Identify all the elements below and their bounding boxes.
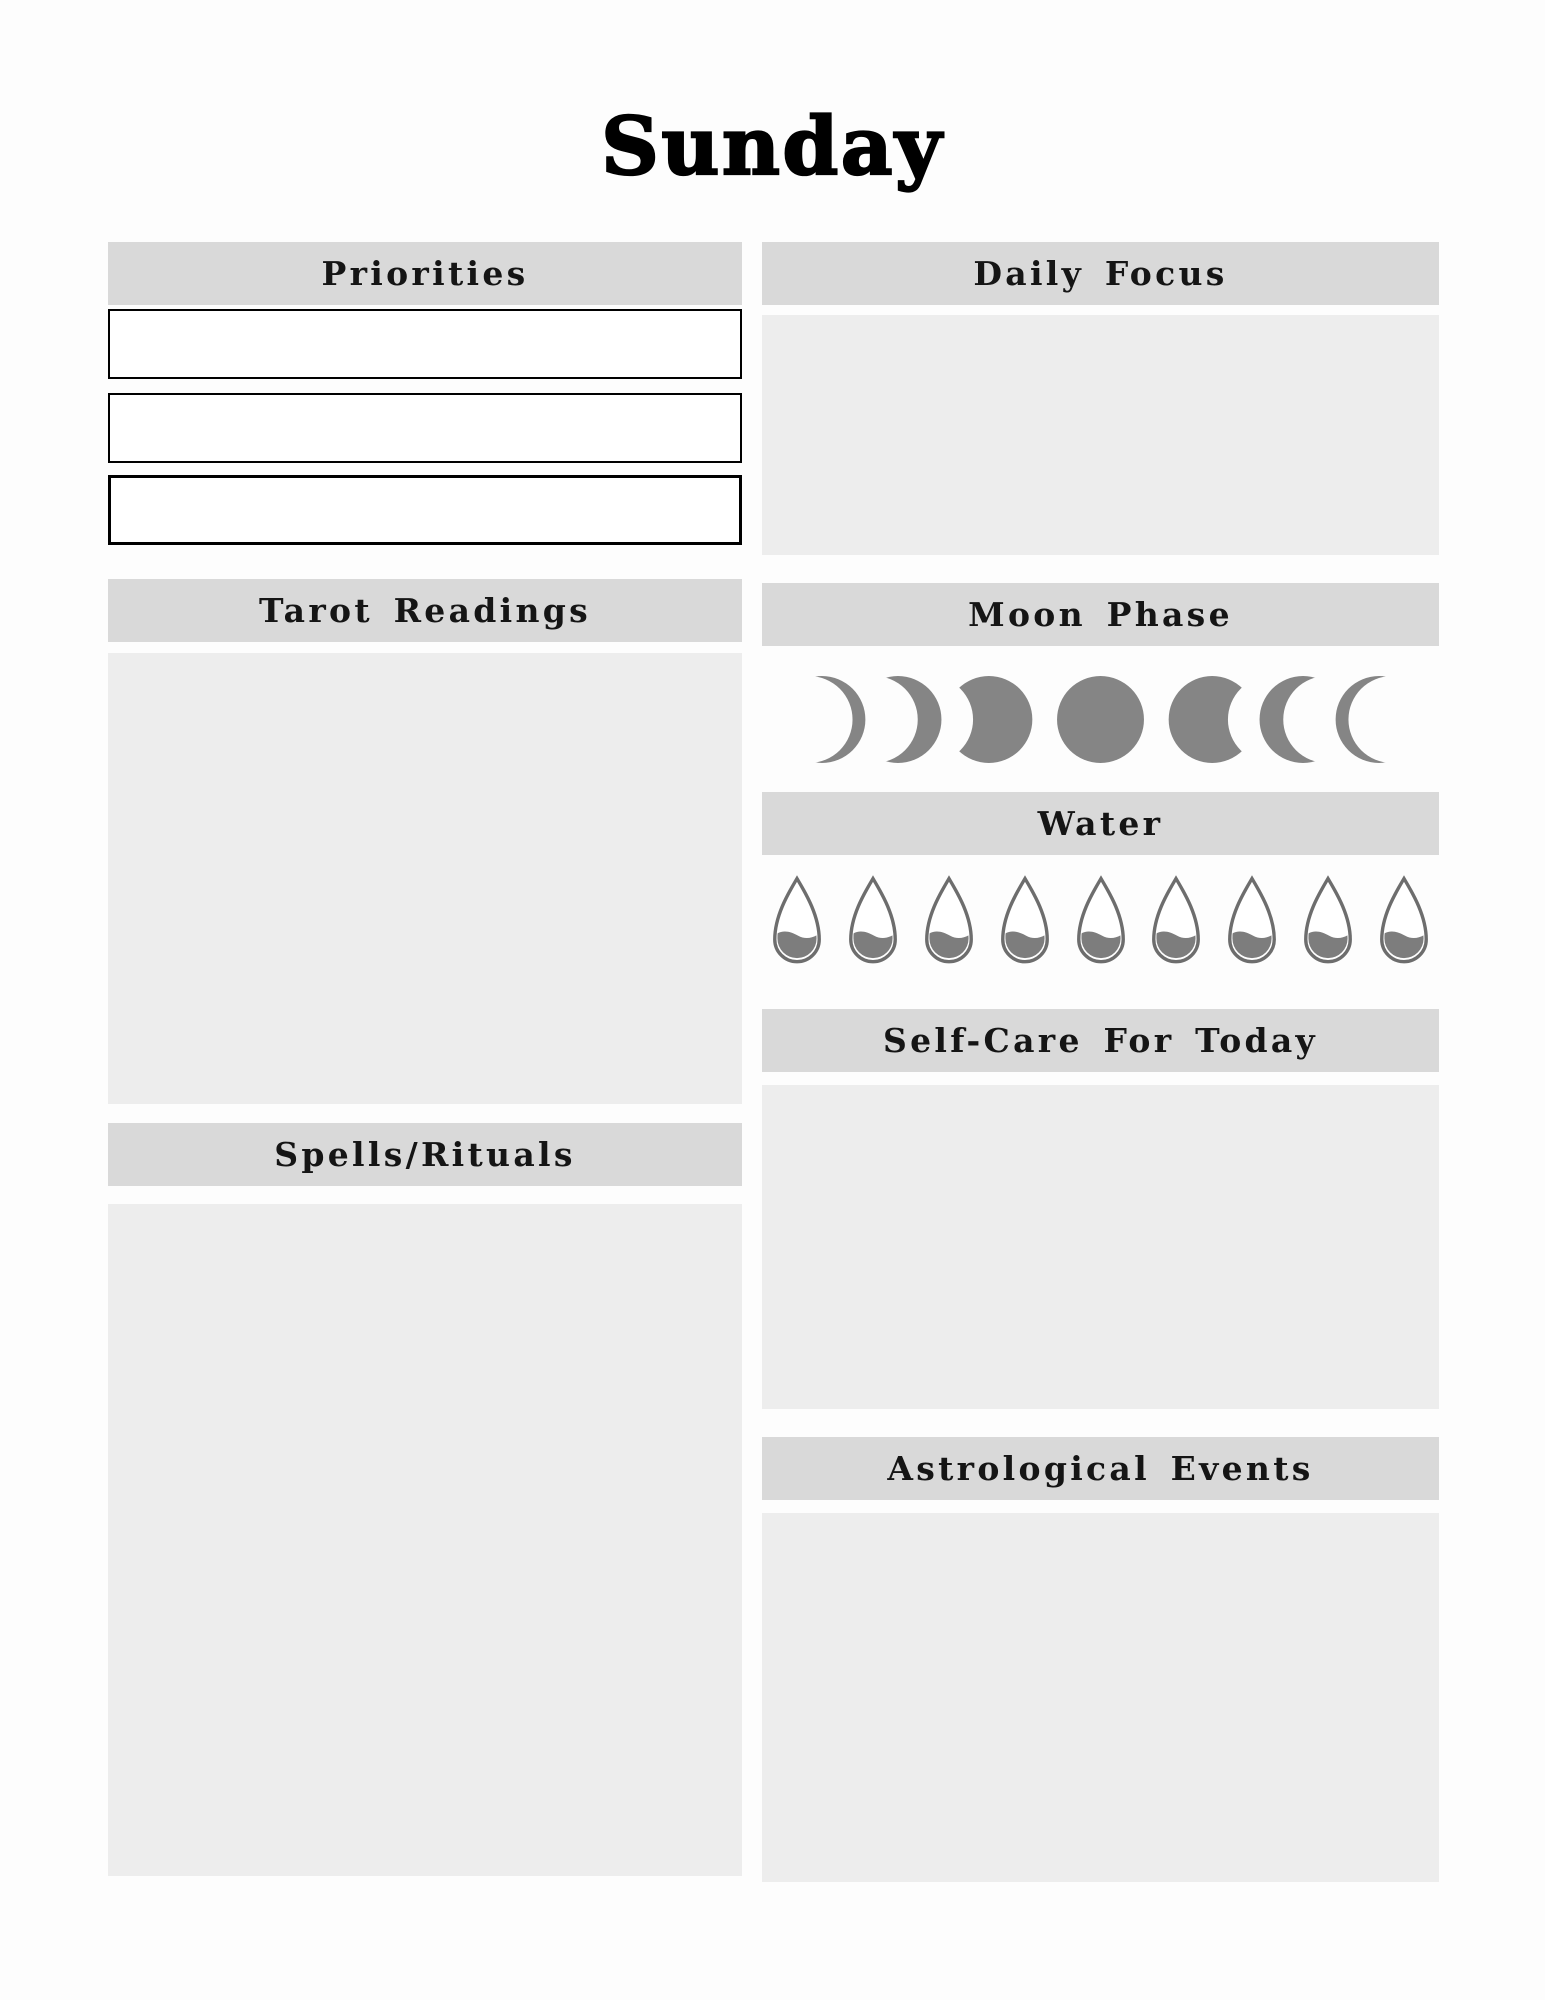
- astrological-events-header: [762, 1437, 1439, 1500]
- astrological-events-header-label: Astrological Events: [887, 1449, 1314, 1488]
- water-drop-icon[interactable]: [1223, 874, 1281, 974]
- water-header: [762, 792, 1439, 855]
- moon-waning-crescent-icon[interactable]: [1260, 676, 1347, 763]
- columns: [108, 242, 1439, 1882]
- water-drop-icon[interactable]: [1147, 874, 1205, 974]
- tarot-readings-header: [108, 579, 742, 642]
- spells-rituals-notes-area[interactable]: [108, 1204, 742, 1876]
- water-drop-icon[interactable]: [1299, 874, 1357, 974]
- moon-full-moon-icon[interactable]: [1057, 676, 1144, 763]
- moon-waning-crescent-thin-icon[interactable]: [1336, 676, 1386, 763]
- priorities-header: [108, 242, 742, 305]
- water-drop-icon[interactable]: [768, 874, 826, 974]
- tarot-readings-header-label: Tarot Readings: [258, 591, 592, 630]
- spells-rituals-header: [108, 1123, 742, 1186]
- page-title: Sunday: [601, 99, 944, 193]
- self-care-header: [762, 1009, 1439, 1072]
- daily-focus-header: [762, 242, 1439, 305]
- daily-focus-notes-area[interactable]: [762, 315, 1439, 555]
- moon-waning-gibbous-icon[interactable]: [1169, 676, 1256, 763]
- priority-input-line[interactable]: [108, 309, 742, 379]
- tarot-readings-notes-area[interactable]: [108, 653, 742, 1104]
- self-care-notes-area[interactable]: [762, 1085, 1439, 1409]
- spells-rituals-header-label: Spells/Rituals: [274, 1135, 576, 1174]
- left-column: [108, 242, 742, 1882]
- priorities-header-label: Priorities: [321, 254, 529, 293]
- water-header-label: Water: [1037, 804, 1164, 843]
- right-column: [762, 242, 1439, 1882]
- moon-waxing-crescent-icon[interactable]: [855, 676, 942, 763]
- self-care-header-label: Self-Care For Today: [882, 1021, 1319, 1060]
- astrological-events-notes-area[interactable]: [762, 1513, 1439, 1882]
- water-tracker-row: [762, 874, 1439, 974]
- water-drop-icon[interactable]: [1072, 874, 1130, 974]
- water-drop-icon[interactable]: [996, 874, 1054, 974]
- priority-input-line[interactable]: [108, 475, 742, 545]
- moon-phase-header: [762, 583, 1439, 646]
- water-drop-icon[interactable]: [920, 874, 978, 974]
- water-drop-icon[interactable]: [1375, 874, 1433, 974]
- moon-phase-row: [762, 673, 1439, 765]
- daily-focus-header-label: Daily Focus: [973, 254, 1228, 293]
- priorities-lines: [108, 309, 742, 545]
- masthead: [0, 0, 1545, 242]
- moon-waxing-gibbous-icon[interactable]: [945, 676, 1032, 763]
- moon-phases-icon: [815, 672, 1386, 767]
- water-drop-icon[interactable]: [844, 874, 902, 974]
- priority-input-line[interactable]: [108, 393, 742, 463]
- moon-phase-header-label: Moon Phase: [968, 595, 1233, 634]
